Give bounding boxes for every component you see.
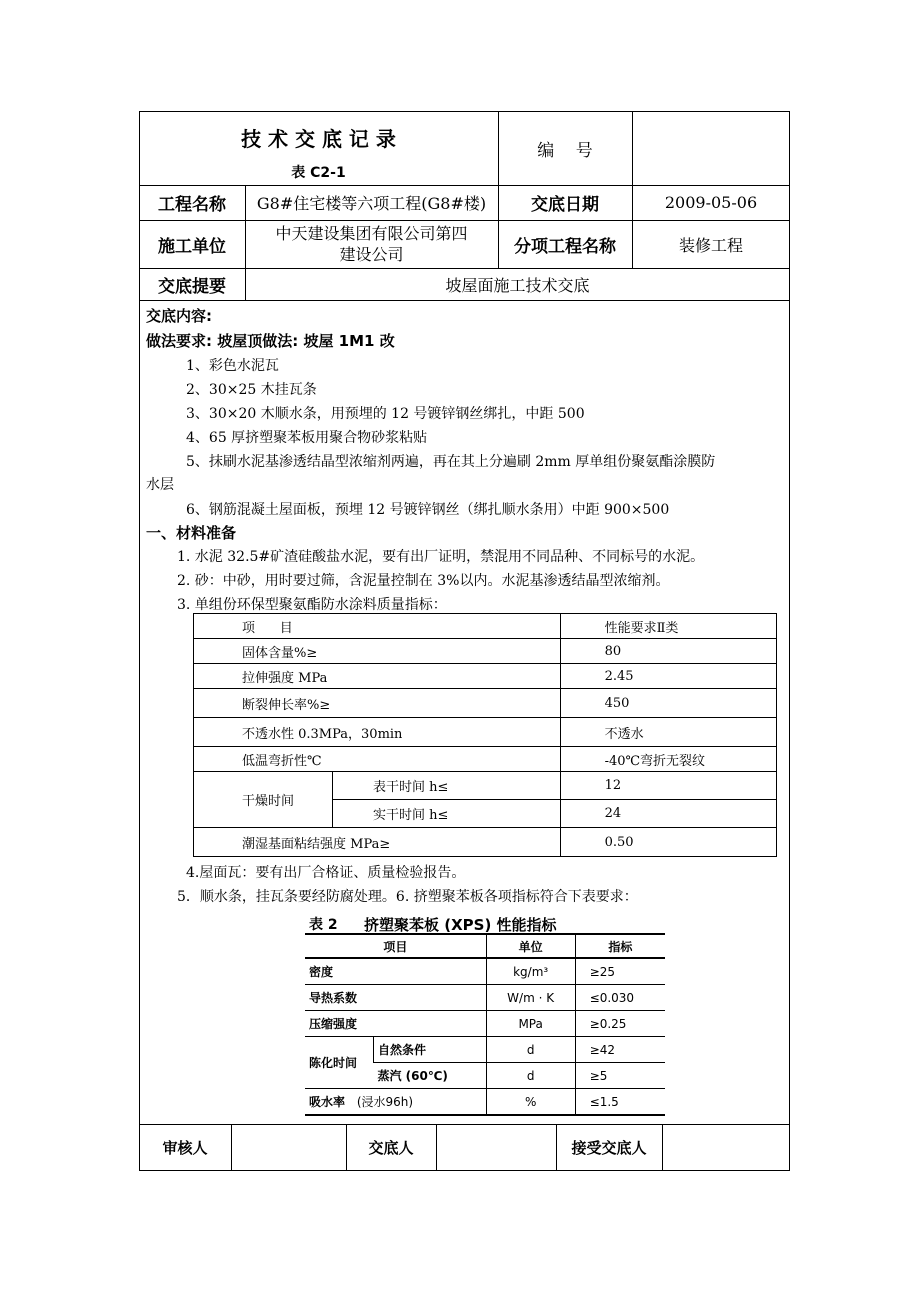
xps-value: ≤1.5 <box>575 1089 665 1116</box>
spec-item: 低温弯折性℃ <box>194 747 561 772</box>
table-row <box>305 1011 665 1037</box>
table-row <box>194 747 777 772</box>
note-4: 4.屋面瓦：要有出厂合格证、质量检验报告。 <box>186 865 466 881</box>
material-item: 3. 单组份环保型聚氨酯防水涂料质量指标： <box>177 597 447 613</box>
contractor-line-1: 中天建设集团有限公司第四 <box>275 224 468 243</box>
page-title: 技 术 交 底 记 录 <box>241 126 396 151</box>
contractor-label: 施工单位 <box>158 236 226 257</box>
step-item: 5、抹刷水泥基渗透结晶型浓缩剂两遍，再在其上分遍刷 2mm 厚单组份聚氨酯涂膜防 <box>186 454 716 470</box>
table-row <box>194 664 777 689</box>
spec-value: -40℃弯折无裂纹 <box>560 747 776 772</box>
number-label: 编 号 <box>537 140 593 161</box>
spec-value: 450 <box>560 689 776 718</box>
spec-value: 2.45 <box>560 664 776 689</box>
xps-unit: d <box>486 1037 575 1063</box>
dry-time-label: 干燥时间 <box>194 772 333 828</box>
spec-value: 0.50 <box>560 828 776 857</box>
date-label: 交底日期 <box>531 195 599 215</box>
reviewer-field[interactable] <box>231 1124 346 1171</box>
spec-header-req: 性能要求Ⅱ类 <box>560 614 776 639</box>
step-item: 6、钢筋混凝土屋面板，预埋 12 号镀锌钢丝（绑扎顺水条用）中距 900×500 <box>186 502 670 518</box>
divider <box>139 300 790 301</box>
xps-header: 项目 <box>305 934 486 958</box>
project-name: G8#住宅楼等六项工程(G8#楼) <box>256 194 487 213</box>
table-row <box>194 639 777 664</box>
table-row <box>305 1037 665 1063</box>
spec-value: 12 <box>560 772 776 800</box>
spec-item: 不透水性 0.3MPa，30min <box>194 718 561 747</box>
summary: 坡屋面施工技术交底 <box>445 275 590 295</box>
contractor-line-2: 建设公司 <box>339 245 404 264</box>
xps-value: ≥5 <box>575 1063 665 1089</box>
subproject-label: 分项工程名称 <box>514 236 616 257</box>
xps-item-sub: (浸水96h) <box>356 1095 414 1109</box>
material-item: 1. 水泥 32.5#矿渣硅酸盐水泥，要有出厂证明，禁混用不同品种、不同标号的水泥。 <box>177 549 705 565</box>
receiver-field[interactable] <box>662 1124 790 1171</box>
xps-header: 单位 <box>486 934 575 958</box>
xps-unit: d <box>486 1063 575 1089</box>
spec-item: 实干时间 h≤ <box>333 800 561 828</box>
step-item: 3、30×20 木顺水条，用预埋的 12 号镀锌钢丝绑扎，中距 500 <box>186 406 585 422</box>
spec-item: 潮湿基面粘结强度 MPa≥ <box>194 828 561 857</box>
xps-unit: W/m · K <box>486 985 575 1011</box>
xps-unit: % <box>486 1089 575 1116</box>
table-row <box>194 772 777 800</box>
xps-item <box>305 1089 486 1116</box>
reviewer-label: 审核人 <box>162 1139 208 1157</box>
date-value: 2009-05-06 <box>664 193 758 212</box>
spec-item: 固体含量%≥ <box>194 639 561 664</box>
materials-title: 一、材料准备 <box>146 524 237 542</box>
receiver-label: 接受交底人 <box>571 1139 647 1157</box>
xps-value: ≥42 <box>575 1037 665 1063</box>
summary-label: 交底提要 <box>158 276 226 297</box>
table-row <box>194 718 777 747</box>
spec-table <box>193 613 777 857</box>
xps-table-number: 表 2 <box>309 917 338 933</box>
step-item: 2、30×25 木挂瓦条 <box>186 382 317 398</box>
xps-value: ≤0.030 <box>575 985 665 1011</box>
aging-label: 陈化时间 <box>305 1037 374 1089</box>
table-row <box>305 1089 665 1116</box>
presenter-label: 交底人 <box>368 1139 414 1157</box>
xps-table-title: 挤塑聚苯板 (XPS) 性能指标 <box>364 916 557 934</box>
xps-item: 蒸汽 (60℃) <box>374 1063 487 1089</box>
xps-unit: kg/m³ <box>486 958 575 985</box>
spec-value: 24 <box>560 800 776 828</box>
xps-item: 压缩强度 <box>305 1011 486 1037</box>
subproject: 装修工程 <box>678 235 743 255</box>
xps-unit: MPa <box>486 1011 575 1037</box>
spec-item: 断裂伸长率%≥ <box>194 689 561 718</box>
spec-item: 拉伸强度 MPa <box>194 664 561 689</box>
xps-header: 指标 <box>575 934 665 958</box>
spec-value: 不透水 <box>560 718 776 747</box>
xps-item: 导热系数 <box>305 985 486 1011</box>
contractor <box>245 220 498 268</box>
xps-item-label: 吸水率 <box>309 1095 346 1109</box>
spec-header-item: 项 目 <box>194 614 561 639</box>
table-row <box>194 614 777 639</box>
xps-value: ≥0.25 <box>575 1011 665 1037</box>
spec-item: 表干时间 h≤ <box>333 772 561 800</box>
method-title: 做法要求: 坡屋顶做法: 坡屋 1M1 改 <box>146 332 395 350</box>
spec-value: 80 <box>560 639 776 664</box>
content-heading: 交底内容: <box>146 307 212 325</box>
table-row <box>305 958 665 985</box>
xps-item: 自然条件 <box>374 1037 487 1063</box>
xps-value: ≥25 <box>575 958 665 985</box>
step-item: 1、彩色水泥瓦 <box>186 358 279 374</box>
note-5: 5．顺水条，挂瓦条要经防腐处理。6. 挤塑聚苯板各项指标符合下表要求： <box>177 889 638 905</box>
table-row <box>305 934 665 958</box>
presenter-field[interactable] <box>436 1124 556 1171</box>
table-row <box>194 689 777 718</box>
step-item: 水层 <box>146 477 174 493</box>
number-value <box>632 111 790 185</box>
table-row <box>194 828 777 857</box>
project-name-label: 工程名称 <box>158 195 226 215</box>
form-number: 表 C2-1 <box>291 165 346 181</box>
material-item: 2. 砂：中砂，用时要过筛，含泥量控制在 3%以内。水泥基渗透结晶型浓缩剂。 <box>177 573 670 589</box>
table-row <box>305 985 665 1011</box>
xps-table <box>305 933 665 1116</box>
step-item: 4、65 厚挤塑聚苯板用聚合物砂浆粘贴 <box>186 430 428 446</box>
xps-item: 密度 <box>305 958 486 985</box>
